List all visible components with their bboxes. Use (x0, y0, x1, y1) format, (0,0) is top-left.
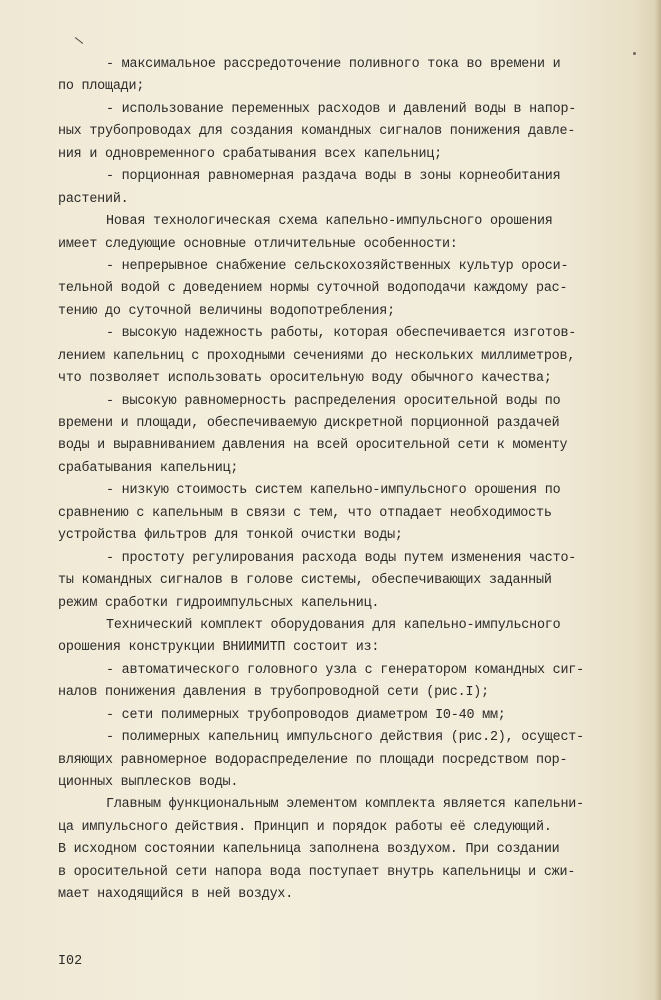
text-line: режим сработки гидроимпульсных капельниц. (58, 595, 380, 611)
text-line: Главным функциональным элементом комплекта является капельни- (106, 797, 584, 813)
text-line: - высокую надежность работы, которая обеспечивается изготов- (106, 326, 577, 342)
text-line: ния и одновременного срабатывания всех капельниц; (58, 146, 442, 162)
text-line: по площади; (58, 79, 145, 95)
text-line: срабатывания капельниц; (58, 460, 239, 476)
text-line: что позволяет использовать оросительную воду обычного качества; (58, 371, 552, 387)
text-line: тению до суточной величины водопотребления; (58, 303, 395, 319)
text-line: в оросительной сети напора вода поступает внутрь капельницы и сжи- (58, 864, 576, 880)
text-line: - непрерывное снабжение сельскохозяйственных культур ороси- (106, 258, 569, 274)
text-line: - автоматического головного узла с генератором командных сиг- (106, 662, 584, 678)
text-line: ты командных сигналов в голове системы, обеспечивающих заданный (58, 573, 552, 589)
text-line: лением капельниц с проходными сечениями до нескольких миллиметров, (58, 348, 576, 364)
text-line: устройства фильтров для тонкой очистки воды; (58, 528, 403, 544)
text-line: ционных выплесков воды. (58, 775, 239, 790)
text-line: воды и выравниванием давления на всей оросительной сети к моменту (58, 438, 568, 454)
text-line: времени и площади, обеспечиваемую дискретной порционной раздачей (58, 416, 560, 431)
text-line: орошения конструкции ВНИИМИТП состоит из: (58, 640, 380, 656)
text-line: налов понижения давления в трубопроводной сети (рис.I); (58, 685, 489, 701)
text-line: В исходном состоянии капельница заполнена воздухом. При создании (58, 842, 560, 858)
page-number: I02 (58, 954, 83, 969)
text-line: тельной водой с доведением нормы суточной водоподачи каждому рас- (58, 281, 568, 297)
text-line: сравнению с капельным в связи с тем, что отпадает необходимость (58, 505, 552, 521)
text-line: ных трубопроводах для создания командных сигналов понижения давле- (58, 124, 576, 140)
text-line: - простоту регулирования расхода воды путем изменения часто- (106, 550, 577, 566)
text-line: имеет следующие основные отличительные особенности: (58, 236, 458, 252)
text-line: Новая технологическая схема капельно-импульсного орошения (106, 214, 553, 230)
text-line: Технический комплект оборудования для капельно-импульсного (106, 617, 561, 633)
text-line: - полимерных капельниц импульсного действия (рис.2), осущест- (106, 730, 584, 746)
body-text (58, 54, 656, 907)
text-line: мает находящийся в ней воздух. (58, 887, 294, 903)
text-line: растений. (58, 191, 129, 207)
text-line: - использование переменных расходов и давлений воды в напор- (106, 101, 577, 117)
corner-mark (75, 37, 83, 44)
text-line: - низкую стоимость систем капельно-импульсного орошения по (106, 483, 561, 499)
text-line: - порционная равномерная раздача воды в зоны корнеобитания (106, 169, 561, 185)
text-line: - высокую равномерность распределения оросительной воды по (106, 393, 561, 409)
text-line: - максимальное рассредоточение поливного тока во времени и (106, 57, 561, 72)
text-line: ца импульсного действия. Принцип и порядок работы её следующий. (58, 819, 552, 835)
text-line: вляющих равномерное водораспределение по площади посредством пор- (58, 752, 568, 768)
text-line: - сети полимерных трубопроводов диаметром I0-40 мм; (106, 707, 506, 723)
